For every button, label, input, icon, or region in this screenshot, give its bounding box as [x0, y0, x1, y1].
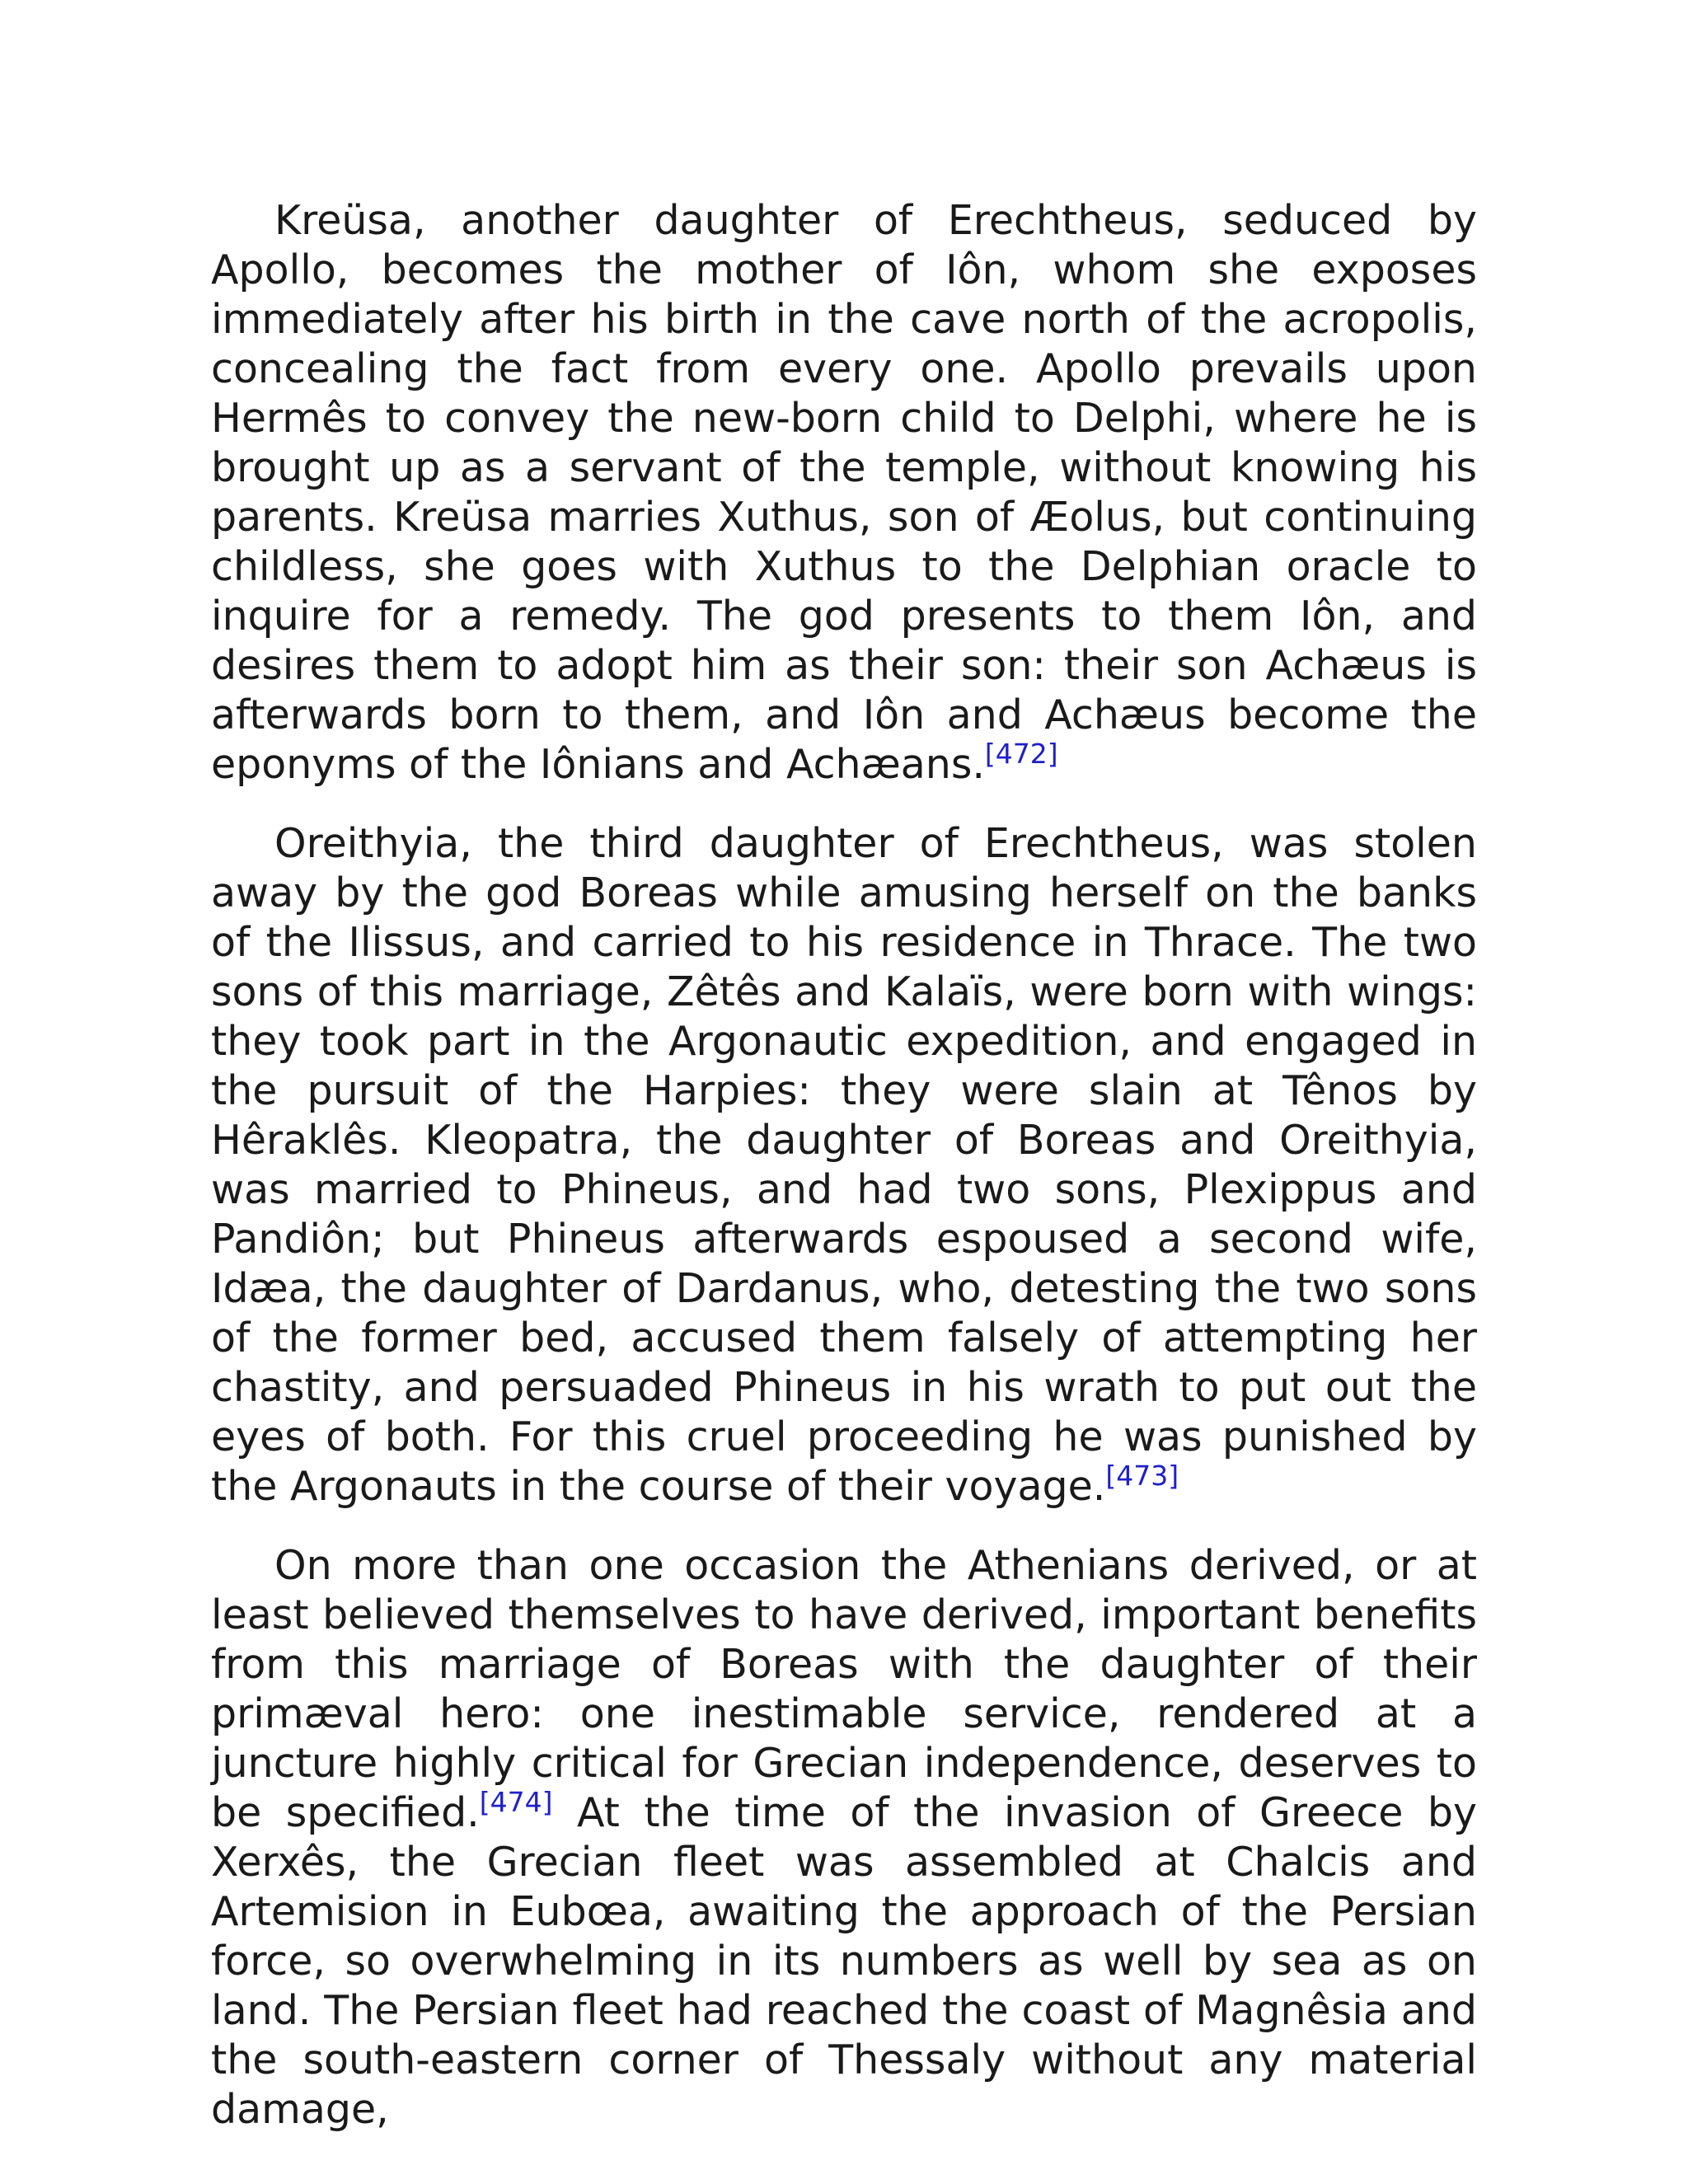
footnote-link-472[interactable]: [472] [984, 738, 1058, 770]
footnote-link-473[interactable]: [473] [1105, 1460, 1179, 1492]
footnote-link-474[interactable]: [474] [479, 1786, 553, 1818]
paragraph-text-continued: At the time of the invasion of Greece by Xerxês, the Grecian fleet was assembled at Chalcis and Artemision in Eubœa, awaiting the approach of the Persian force, so overwhelming in its numbers as well by sea as on land. The Persian fleet had reached the coast of Magnêsia and the south-eastern corner of Thessaly without any material damage, [211, 1789, 1477, 2133]
page-body [211, 196, 1477, 2164]
paragraph-boreas-athenians [211, 1541, 1477, 2135]
paragraph-kreusa [211, 196, 1477, 790]
paragraph-oreithyia [211, 819, 1477, 1511]
paragraph-text: Oreithyia, the third daughter of Erechtheus, was stolen away by the god Boreas while amusing herself on the banks of the Ilissus, and carried to his residence in Thrace. The two sons of this marriage, Zêtês and Kalaïs, were born with wings: they took part in the Argonautic expedition, and engaged in the pursuit of the Harpies: they were slain at Tênos by Hêraklês. Kleopatra, the daughter of Boreas and Oreithyia, was married to Phineus, and had two sons, Plexippus and Pandiôn; but Phineus afterwards espoused a second wife, Idæa, the daughter of Dardanus, who, detesting the two sons of the former bed, accused them falsely of attempting her chastity, and persuaded Phineus in his wrath to put out the eyes of both. For this cruel proceeding he was punished by the Argonauts in the course of their voyage. [211, 820, 1477, 1510]
paragraph-text: On more than one occasion the Athenians derived, or at least believed themselves to have derived, important benefits from this marriage of Boreas with the daughter of their primæval hero: one inestimable service, rendered at a juncture highly critical for Grecian independence, deserves to be specified. [211, 1542, 1477, 1836]
paragraph-text: Kreüsa, another daughter of Erechtheus, seduced by Apollo, becomes the mother of Iôn, whom she exposes immediately after his birth in the cave north of the acropolis, concealing the fact from every one. Apollo prevails upon Hermês to convey the new-born child to Delphi, where he is brought up as a servant of the temple, without knowing his parents. Kreüsa marries Xuthus, son of Æolus, but continuing childless, she goes with Xuthus to the Delphian oracle to inquire for a remedy. The god presents to them Iôn, and desires them to adopt him as their son: their son Achæus is afterwards born to them, and Iôn and Achæus become the eponyms of the Iônians and Achæans. [211, 197, 1477, 788]
